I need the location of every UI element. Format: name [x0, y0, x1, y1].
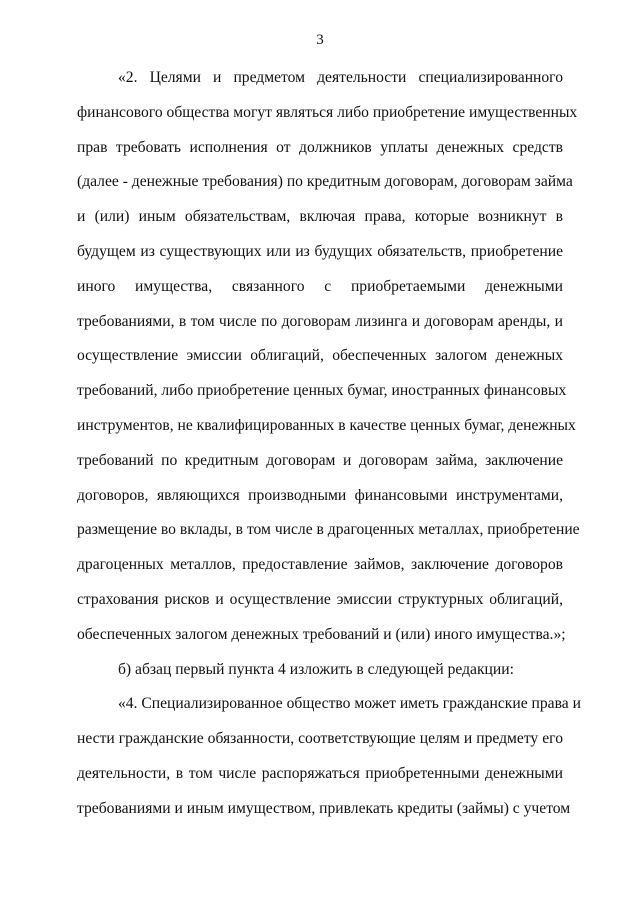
text-line: требованиями и иным имуществом, привлекать кредиты (займы) с учетом	[77, 800, 571, 817]
text-line: инструментов, не квалифицированных в качестве ценных бумаг, денежных	[77, 417, 576, 434]
text-line: нести гражданские обязанности, соответствующие целям и предмету его	[77, 730, 563, 747]
text-line: «4. Специализированное общество может иметь гражданские права и	[118, 695, 581, 712]
text-line: (далее - денежные требования) по кредитным договорам, договорам займа	[77, 173, 573, 190]
text-line: страхования рисков и осуществление эмиссии структурных облигаций,	[77, 591, 563, 608]
text-line: требований, либо приобретение ценных бумаг, иностранных финансовых	[77, 382, 567, 399]
text-line: обеспеченных залогом денежных требований и (или) иного имущества.»;	[77, 626, 566, 643]
text-line: б) абзац первый пункта 4 изложить в следующей редакции:	[118, 661, 514, 678]
text-line: будущем из существующих или из будущих обязательств, приобретение	[77, 243, 563, 260]
page-number: 3	[316, 32, 324, 48]
text-line: договоров, являющихся производными финансовыми инструментами,	[77, 487, 563, 504]
text-line: прав требовать исполнения от должников уплаты денежных средств	[77, 139, 563, 156]
text-line: размещение во вклады, в том числе в драгоценных металлах, приобретение	[77, 521, 580, 538]
text-line: «2. Целями и предметом деятельности специализированного	[118, 69, 563, 86]
text-line: требований по кредитным договорам и договорам займа, заключение	[77, 452, 563, 469]
text-line: деятельности, в том числе распоряжаться приобретенными денежными	[77, 765, 563, 782]
text-line: осуществление эмиссии облигаций, обеспеченных залогом денежных	[77, 347, 563, 364]
text-line: требованиями, в том числе по договорам лизинга и договорам аренды, и	[77, 313, 563, 330]
text-line: и (или) иным обязательствам, включая права, которые возникнут в	[77, 208, 563, 225]
text-line: драгоценных металлов, предоставление займов, заключение договоров	[77, 556, 563, 573]
text-line: финансового общества могут являться либо приобретение имущественных	[77, 104, 578, 121]
text-line: иного имущества, связанного с приобретаемыми денежными	[77, 278, 563, 295]
